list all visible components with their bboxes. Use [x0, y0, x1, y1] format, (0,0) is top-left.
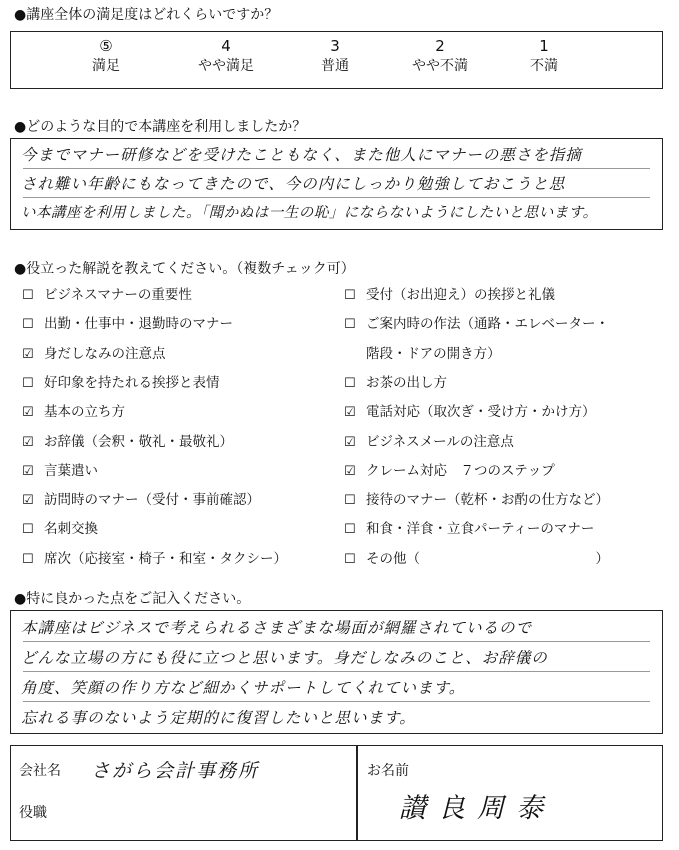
right-item[interactable]: [344, 462, 555, 481]
divider: [356, 746, 358, 840]
answer-line: 今までマナー研修などを受けたこともなく、また他人にマナーの悪さを指摘: [21, 146, 582, 164]
right-item[interactable]: [344, 403, 596, 422]
checkbox-label: 訪問時のマナー（受付・事前確認）: [44, 492, 260, 509]
checkbox-label: その他（ ）: [366, 550, 609, 567]
q1-rating-box: [10, 31, 663, 89]
company-field[interactable]: さがら会計事務所: [91, 760, 260, 782]
rating-label: やや不満: [412, 58, 468, 74]
rating-option-2[interactable]: [385, 36, 495, 76]
right-item[interactable]: [344, 286, 555, 305]
rating-number: 2: [435, 37, 445, 55]
rating-option-5[interactable]: [51, 36, 161, 76]
right-item[interactable]: [344, 374, 447, 393]
checkbox-label: 階段・ドアの開き方）: [366, 345, 501, 362]
checked-checkbox-icon[interactable]: ☑: [22, 346, 34, 362]
checkbox-label: 好印象を持たれる挨拶と表情: [44, 374, 220, 391]
checkbox-icon[interactable]: ☐: [22, 375, 34, 391]
checked-checkbox-icon[interactable]: ☑: [22, 463, 34, 479]
checked-checkbox-icon[interactable]: ☑: [22, 405, 34, 421]
answer-line: 角度、笑顔の作り方など細かくサポートしてくれています。: [21, 679, 466, 697]
left-item[interactable]: [22, 491, 260, 510]
checkbox-label: 受付（お出迎え）の挨拶と礼儀: [366, 287, 555, 303]
answer-line: 忘れる事のないよう定期的に復習したいと思います。: [21, 709, 416, 727]
right-item[interactable]: [344, 520, 594, 539]
right-item[interactable]: [344, 550, 609, 569]
checkbox-icon[interactable]: ☐: [344, 493, 356, 509]
checkbox-label: お辞儀（会釈・敬礼・最敬礼）: [44, 433, 233, 450]
checked-checkbox-icon[interactable]: ☑: [22, 493, 34, 509]
answer-line: され難い年齢にもなってきたので、今の内にしっかり勉強しておこうと思: [21, 175, 566, 193]
left-item[interactable]: [22, 403, 125, 422]
checked-checkbox-icon[interactable]: ☑: [22, 434, 34, 450]
left-item[interactable]: [22, 520, 98, 539]
ruled-line: [23, 641, 650, 642]
checkbox-label: 電話対応（取次ぎ・受け方・かけ方）: [366, 404, 596, 421]
rating-option-4[interactable]: [171, 36, 281, 76]
left-item[interactable]: [22, 433, 233, 452]
rating-label: 普通: [321, 58, 349, 74]
checked-checkbox-icon[interactable]: ☑: [344, 463, 356, 479]
checkbox-icon[interactable]: ☐: [344, 317, 356, 333]
answer-line: どんな立場の方にも役に立つと思います。身だしなみのこと、お辞儀の: [21, 649, 548, 667]
checkbox-icon[interactable]: ☐: [344, 522, 356, 538]
checkbox-label: 名刺交換: [44, 521, 98, 538]
left-item[interactable]: [22, 286, 192, 305]
checkbox-label: 基本の立ち方: [44, 404, 125, 421]
right-item[interactable]: [344, 433, 514, 452]
left-item[interactable]: [22, 315, 233, 334]
q2-answer-box[interactable]: [10, 138, 663, 230]
checkbox-label: 出勤・仕事中・退勤時のマナー: [44, 316, 233, 333]
rating-option-3[interactable]: [280, 36, 390, 76]
name-field[interactable]: 讃良周泰: [399, 793, 555, 824]
ruled-line: [23, 701, 650, 702]
q2-question: ●どのような目的で本講座を利用しましたか？: [14, 119, 307, 135]
left-item[interactable]: [22, 374, 220, 393]
q3-question: ●役立った解説を教えてください。（複数チェック可）: [14, 261, 355, 277]
left-item[interactable]: [22, 345, 166, 364]
checkbox-label: 和食・洋食・立食パーティーのマナー: [366, 521, 595, 538]
company-label: 会社名: [19, 763, 61, 779]
title-label: 役職: [19, 805, 47, 821]
rating-number: ⑤: [99, 37, 113, 55]
right-item[interactable]: [344, 491, 609, 510]
rating-label: 不満: [530, 58, 558, 74]
rating-label: やや満足: [198, 58, 254, 74]
rating-option-1[interactable]: [489, 36, 599, 76]
checkbox-icon[interactable]: ☐: [344, 375, 356, 391]
ruled-line: [23, 168, 650, 169]
left-item[interactable]: [22, 462, 98, 481]
checkbox-icon[interactable]: ☐: [22, 551, 34, 567]
q4-question: ●特に良かった点をご記入ください。: [14, 591, 251, 607]
checkbox-label: 言葉遣い: [44, 462, 98, 479]
checkbox-label: ビジネスメールの注意点: [366, 433, 514, 450]
checkbox-icon[interactable]: ☐: [22, 288, 34, 303]
answer-line: 本講座はビジネスで考えられるさまざまな場面が網羅されているので: [21, 619, 533, 637]
checkbox-icon[interactable]: ☐: [344, 551, 356, 567]
checkbox-label: 席次（応接室・椅子・和室・タクシー）: [44, 550, 287, 567]
rating-number: 4: [221, 37, 231, 55]
q4-answer-box[interactable]: [10, 610, 663, 734]
checked-checkbox-icon[interactable]: ☑: [344, 434, 356, 450]
checked-checkbox-icon[interactable]: ☑: [344, 405, 356, 421]
checkbox-label: クレーム対応 ７つのステップ: [366, 462, 555, 479]
ruled-line: [23, 671, 650, 672]
checkbox-icon[interactable]: ☐: [22, 317, 34, 333]
q1-question: ●講座全体の満足度はどれくらいですか？: [14, 7, 279, 23]
rating-number: 3: [330, 37, 340, 55]
checkbox-icon[interactable]: ☐: [22, 522, 34, 538]
checkbox-icon[interactable]: ☐: [344, 288, 356, 303]
checkbox-label: 身だしなみの注意点: [44, 345, 166, 362]
answer-line: い本講座を利用しました。「聞かぬは一生の恥」にならないようにしたいと思います。: [21, 205, 598, 221]
checkbox-label: ご案内時の作法（通路・エレベーター・: [366, 316, 609, 333]
left-item[interactable]: [22, 550, 287, 569]
name-label: お名前: [367, 763, 409, 779]
rating-number: 1: [539, 37, 549, 55]
right-item[interactable]: [344, 345, 501, 363]
right-item[interactable]: [344, 315, 609, 334]
rating-label: 満足: [92, 58, 120, 74]
checkbox-label: 接待のマナー（乾杯・お酌の仕方など）: [366, 492, 609, 509]
checkbox-label: お茶の出し方: [366, 374, 447, 391]
ruled-line: [23, 197, 650, 198]
signature-box: [10, 745, 663, 841]
checkbox-label: ビジネスマナーの重要性: [44, 287, 192, 303]
